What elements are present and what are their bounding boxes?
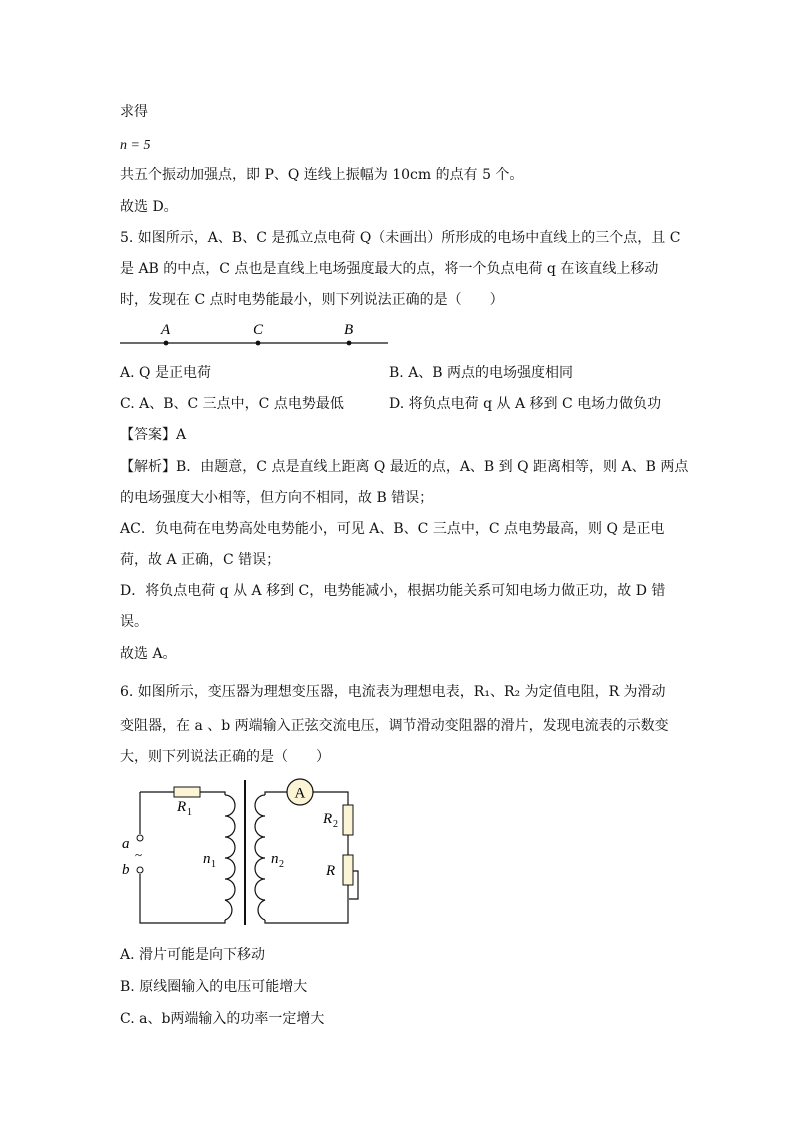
q6-option-c: C. a、b两端输入的功率一定增大 bbox=[120, 1011, 325, 1027]
question-5-line-3: 时，发现在 C 点时电势能最小，则下列说法正确的是（ ） bbox=[120, 292, 504, 308]
label-tilde: ~ bbox=[135, 847, 143, 862]
terminal-a bbox=[137, 835, 143, 841]
label-n2: n bbox=[271, 851, 279, 867]
question-5-line-2: 是 AB 的中点，C 点也是直线上电场强度最大的点，将一个负点电荷 q 在该直线上移动 bbox=[120, 261, 659, 277]
q5-option-a: A. Q 是正电荷 bbox=[120, 365, 211, 381]
label-r2-sub: 2 bbox=[333, 819, 338, 830]
label-c: C bbox=[253, 322, 264, 338]
label-r2: R bbox=[323, 811, 333, 827]
question-5-line-1: 5. 如图所示，A、B、C 是孤立点电荷 Q（未画出）所形成的电场中直线上的三个点，且 C bbox=[120, 230, 681, 246]
text-solve: 求得 bbox=[120, 104, 148, 120]
transformer-circuit-figure bbox=[115, 775, 375, 930]
question-6-line-1: 6. 如图所示，变压器为理想变压器，电流表为理想电表，R₁、R₂ 为定值电阻，R 为滑动 bbox=[120, 684, 666, 700]
label-n1-sub: 1 bbox=[211, 859, 216, 870]
ammeter-label: A bbox=[294, 785, 306, 802]
label-n2-sub: 2 bbox=[279, 859, 284, 870]
q5-option-d: D. 将负点电荷 q 从 A 移到 C 电场力做负功 bbox=[389, 396, 662, 412]
point-c bbox=[256, 341, 261, 346]
question-6-line-3: 大，则下列说法正确的是（ ） bbox=[120, 749, 330, 765]
label-a: A bbox=[161, 322, 171, 338]
answer-label: 【答案】A bbox=[120, 427, 187, 443]
secondary-coil bbox=[255, 795, 265, 920]
primary-coil bbox=[225, 795, 235, 920]
label-b: B bbox=[344, 322, 354, 338]
analysis-line-2: 的电场强度大小相等，但方向不相同，故 B 错误； bbox=[120, 490, 434, 506]
q5-option-b: B. A、B 两点的电场强度相同 bbox=[389, 365, 574, 381]
line-points-figure bbox=[118, 318, 398, 352]
label-r1: R bbox=[177, 799, 187, 815]
q5-option-c: C. A、B、C 三点中，C 点电势最低 bbox=[120, 396, 344, 412]
q6-option-b: B. 原线圈输入的电压可能增大 bbox=[120, 979, 308, 995]
label-b-terminal: b bbox=[122, 862, 130, 878]
analysis-line-1: 【解析】B．由题意，C 点是直线上距离 Q 最近的点，A、B 到 Q 距离相等，则 A、B 两点 bbox=[120, 459, 689, 475]
resistor-r2 bbox=[343, 805, 353, 835]
rheostat-r bbox=[343, 855, 353, 885]
label-n1: n bbox=[203, 851, 211, 867]
q6-option-a: A. 滑片可能是向下移动 bbox=[120, 947, 266, 963]
point-b bbox=[347, 341, 352, 346]
analysis-line-4: 荷，故 A 正确，C 错误； bbox=[120, 552, 281, 568]
point-a bbox=[164, 341, 169, 346]
terminal-b bbox=[137, 867, 143, 873]
question-6-line-2: 变阻器，在 a 、b 两端输入正弦交流电压，调节滑动变阻器的滑片，发现电流表的示数变 bbox=[120, 718, 669, 734]
text-conclusion: 共五个振动加强点，即 P、Q 连线上振幅为 10cm 的点有 5 个。 bbox=[120, 167, 524, 183]
text-choose-d: 故选 D。 bbox=[120, 199, 178, 215]
label-r: R bbox=[326, 863, 336, 879]
analysis-line-6: 误。 bbox=[120, 614, 148, 630]
analysis-line-3: AC．负电荷在电势高处电势能小，可见 A、B、C 三点中，C 点电势最高，则 Q 是正电 bbox=[120, 521, 665, 537]
label-r1-sub: 1 bbox=[187, 807, 192, 818]
analysis-line-7: 故选 A。 bbox=[120, 646, 177, 662]
resistor-r1 bbox=[174, 787, 200, 797]
text-n-equals: n = 5 bbox=[120, 138, 151, 153]
analysis-line-5: D．将负点电荷 q 从 A 移到 C，电势能减小，根据功能关系可知电场力做正功，故 D 错 bbox=[120, 583, 666, 599]
label-a-terminal: a bbox=[122, 836, 130, 852]
